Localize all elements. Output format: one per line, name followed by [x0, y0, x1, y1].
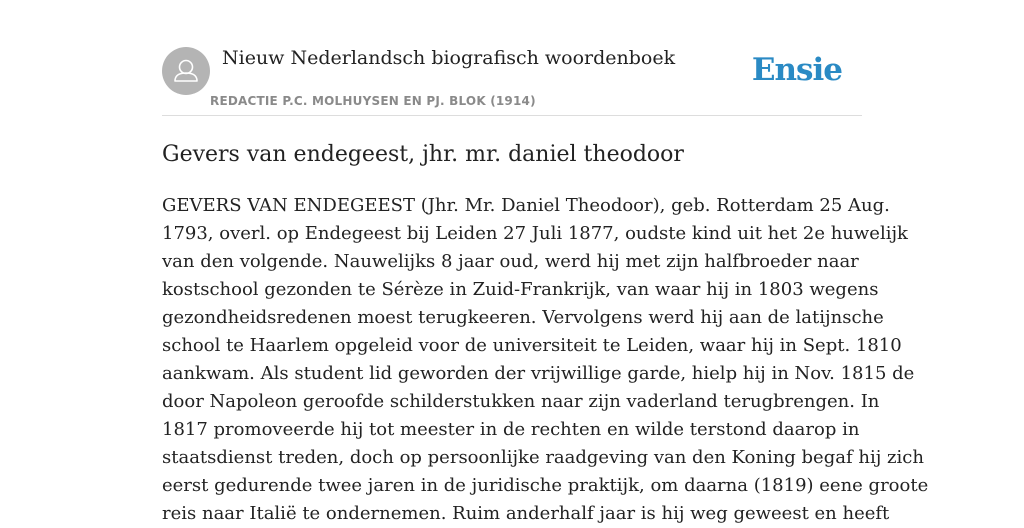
body-line: school te Haarlem opgeleid voor de universiteit te Leiden, waar hij in Sept. 1810 [162, 335, 902, 356]
avatar[interactable] [162, 47, 210, 95]
body-line: 1817 promoveerde hij tot meester in de rechten en wilde terstond daarop in [162, 419, 860, 440]
user-silhouette-icon [162, 47, 210, 95]
book-title[interactable]: Nieuw Nederlandsch biografisch woordenboek [222, 47, 676, 69]
body-line: 1793, overl. op Endegeest bij Leiden 27 Juli 1877, oudste kind uit het 2e huwelijk [162, 223, 908, 244]
body-line: door Napoleon geroofde schilderstukken naar zijn vaderland terugbrengen. In [162, 391, 880, 412]
body-line: gezondheidsredenen moest terugkeeren. Vervolgens werd hij aan de latijnsche [162, 307, 884, 328]
body-line: van den volgende. Nauwelijks 8 jaar oud, werd hij met zijn halfbroeder naar [162, 251, 859, 272]
editors-label: REDACTIE P.C. MOLHUYSEN EN PJ. BLOK (1914) [210, 94, 536, 108]
body-line: reis naar Italië te ondernemen. Ruim anderhalf jaar is hij weg geweest en heeft [162, 503, 890, 524]
header [162, 46, 862, 116]
entry-title: Gevers van endegeest, jhr. mr. daniel theodoor [162, 142, 684, 167]
header-divider [162, 115, 862, 116]
body-line: aankwam. Als student lid geworden der vrijwillige garde, hielp hij in Nov. 1815 de [162, 363, 915, 384]
body-line: GEVERS VAN ENDEGEEST (Jhr. Mr. Daniel Theodoor), geb. Rotterdam 25 Aug. [162, 195, 890, 216]
entry-body [162, 192, 929, 528]
body-line: staatsdienst treden, doch op persoonlijke raadgeving van den Koning begaf hij zich [162, 447, 924, 468]
ensie-logo[interactable]: Ensie [751, 52, 842, 88]
body-line: kostschool gezonden te Sérèze in Zuid-Frankrijk, van waar hij in 1803 wegens [162, 279, 879, 300]
body-line: eerst gedurende twee jaren in de juridische praktijk, om daarna (1819) eene groote [162, 475, 929, 496]
